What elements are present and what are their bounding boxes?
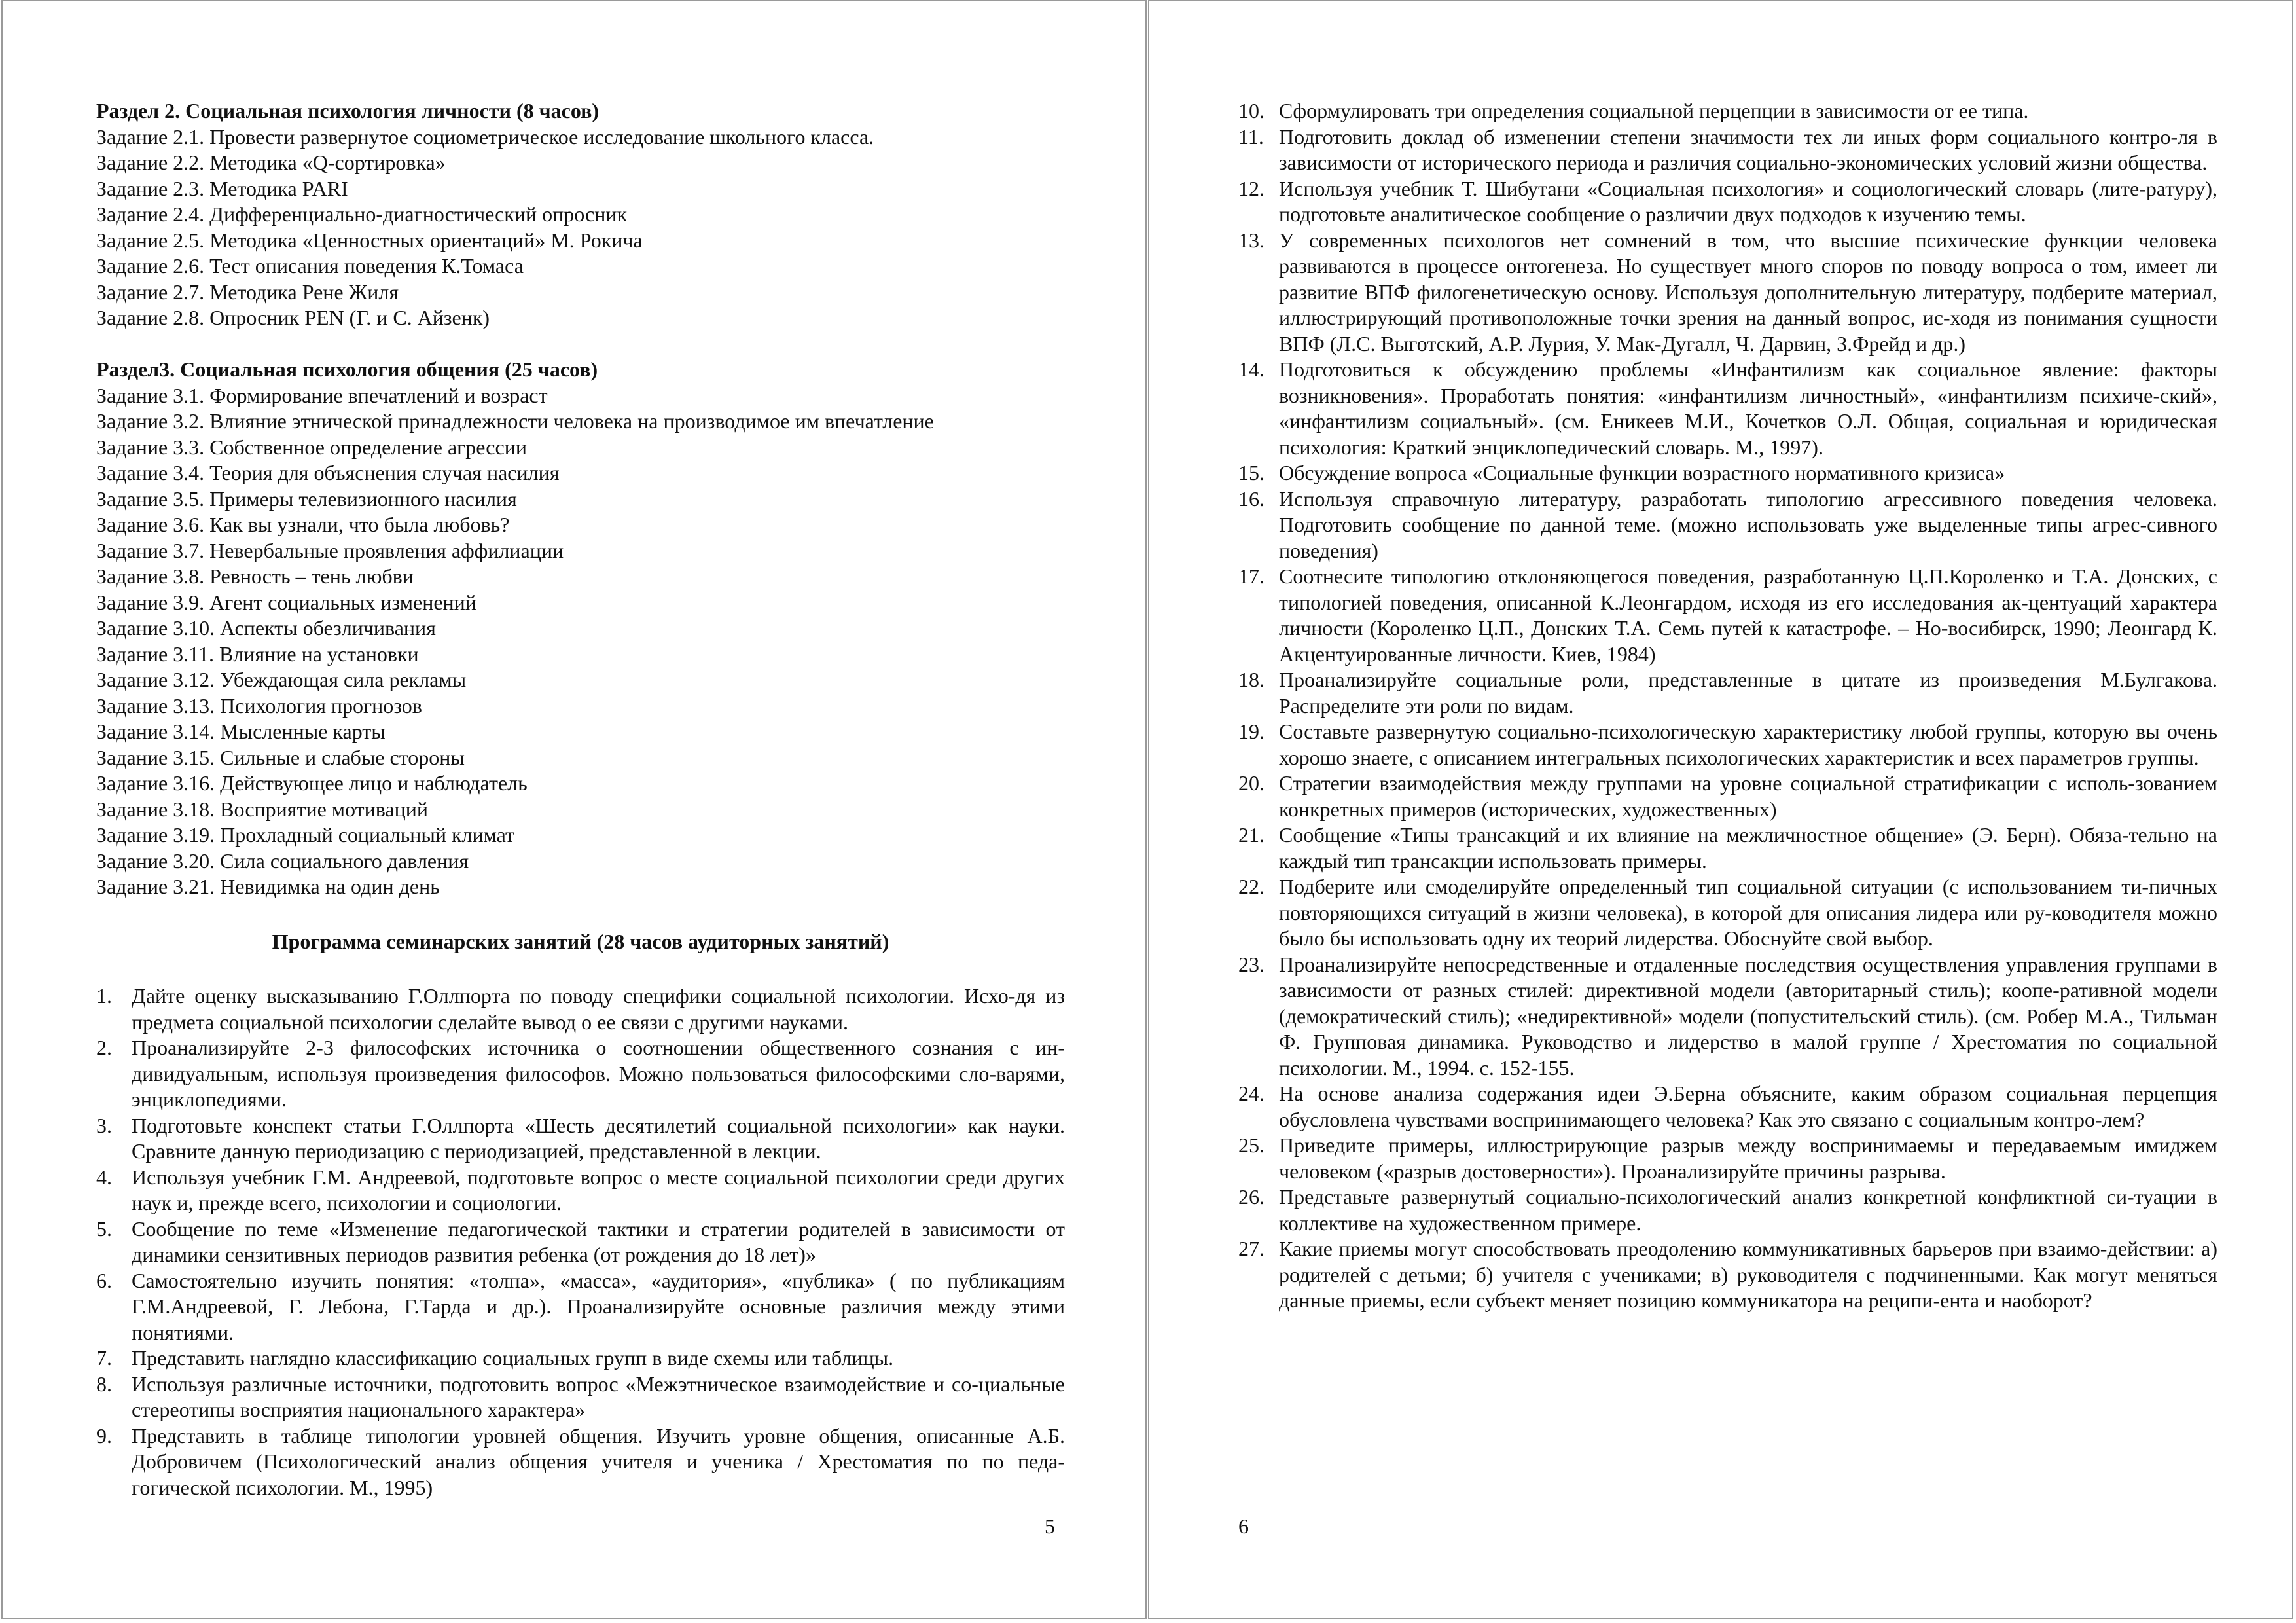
item-text: Сформулировать три определения социальной перцепции в зависимости от ее типа. — [1279, 99, 2029, 122]
list-item — [1238, 952, 2217, 1082]
list-item — [96, 1035, 1065, 1113]
item-text: Сообщение «Типы трансакций и их влияние на межличностное общение» (Э. Берн). Обяза-тельно на каждый тип трансакции использовать примеры. — [1279, 823, 2217, 873]
list-item — [96, 1268, 1065, 1346]
task-line: Задание 2.1. Провести развернутое социометрическое исследование школьного класса. — [96, 124, 874, 149]
item-text: Представить наглядно классификацию социальных групп в виде схемы или таблицы. — [132, 1346, 894, 1370]
list-item — [96, 1113, 1065, 1165]
list-item — [1238, 874, 2217, 952]
item-text: Обсуждение вопроса «Социальные функции возрастного нормативного кризиса» — [1279, 461, 2005, 484]
item-text: Составьте развернутую социально-психологическую характеристику любой группы, которую вы очень хорошо знаете, с описанием интегральных психологических характеристик и всех параметров группы. — [1279, 720, 2217, 769]
item-text: Подберите или смоделируйте определенный тип социальной ситуации (с использованием ти-пичных повторяющихся ситуаций в жизни человека), в которой для описания лидера или ру-ководителя можно было бы использовать одну их теорий лидерства. Обоснуйте свой выбор. — [1279, 875, 2217, 950]
item-text: Дайте оценку высказыванию Г.Оллпорта по поводу специфики социальной психологии. Исхо-дя из предмета социальной психологии сделайте вывод о ее связи с другими науками. — [132, 984, 1065, 1034]
item-text: Представьте развернутый социально-психологический анализ конкретной конфликтной си-туации в коллективе на художественном примере. — [1279, 1185, 2217, 1235]
item-text: Проанализируйте 2-3 философских источника о соотношении общественного сознания с ин-дивидуальным, используя произведения философов. Можно пользоваться философскими сло-варями, энциклопедиями. — [132, 1036, 1065, 1111]
task-line: Задание 3.12. Убеждающая сила рекламы — [96, 668, 467, 691]
list-item — [1238, 667, 2217, 719]
list-item — [1238, 228, 2217, 357]
list-item — [1238, 1236, 2217, 1314]
spacer — [96, 331, 1065, 357]
item-number: 18. — [1238, 668, 1265, 691]
section-2-title: Раздел 2. Социальная психология личности (8 часов) — [96, 99, 600, 122]
item-number: 17. — [1238, 564, 1265, 588]
section-3-title: Раздел3. Социальная психология общения (25 часов) — [96, 357, 598, 381]
list-item — [96, 1423, 1065, 1501]
item-text: Приведите примеры, иллюстрирующие разрыв между воспринимаемы и передаваемым имиджем человеком («разрыв достоверности»). Проанализируйте причины разрыва. — [1279, 1133, 2217, 1183]
task-line: Задание 3.20. Сила социального давления — [96, 848, 469, 873]
list-item — [1238, 1184, 2217, 1236]
task-line: Задание 2.3. Методика PARI — [96, 176, 348, 200]
task-line: Задание 3.1. Формирование впечатлений и возраст — [96, 383, 548, 407]
task-line: Задание 3.3. Собственное определение агрессии — [96, 435, 527, 459]
item-text: Какие приемы могут способствовать преодолению коммуникативных барьеров при взаимо-действии: а) родителей с детьми; б) учителя с учениками; в) руководителя с подчиненными. Как могут меняться данные приемы, если субъект меняет позицию коммуникатора на реципи-ента и наоборот? — [1279, 1237, 2217, 1312]
list-item — [1238, 564, 2217, 667]
spacer — [96, 900, 1065, 929]
item-number: 27. — [1238, 1237, 1265, 1260]
item-text: Самостоятельно изучить понятия: «толпа», «масса», «аудитория», «публика» ( по публикациям Г.М.Андреевой, Г. Лебона, Г.Тарда и др.). Проанализируйте основные различия между этими понятиями. — [132, 1268, 1065, 1344]
item-number: 22. — [1238, 875, 1265, 898]
item-number: 7. — [96, 1346, 112, 1370]
item-number: 11. — [1238, 124, 1264, 149]
task-line: Задание 2.5. Методика «Ценностных ориентаций» М. Рокича — [96, 228, 643, 252]
item-text: Соотнесите типологию отклоняющегося поведения, разработанную Ц.П.Короленко и Т.А. Донских, с типологией поведения, описанной К.Леонгардом, исходя из его исследования ак-центуаций характера личности (Короленко Ц.П., Донских Т.А. Семь путей к катастрофе. – Но-восибирск, 1990; Леонгард К. Акцентуированные личности. Киев, 1984) — [1279, 564, 2217, 666]
task-line: Задание 2.2. Методика «Q-сортировка» — [96, 151, 446, 174]
item-number: 8. — [96, 1372, 112, 1396]
list-item — [96, 1165, 1065, 1216]
task-line: Задание 3.19. Прохладный социальный климат — [96, 823, 514, 847]
item-number: 4. — [96, 1165, 112, 1189]
task-line: Задание 3.13. Психология прогнозов — [96, 693, 422, 718]
task-line: Задание 3.18. Восприятие мотиваций — [96, 797, 428, 821]
item-text: Используя учебник Г.М. Андреевой, подготовьте вопрос о месте социальной психологии среди других наук и, прежде всего, психологии и социологии. — [132, 1165, 1065, 1214]
page-right-content — [1238, 98, 2217, 1314]
task-line: Задание 2.8. Опросник PEN (Г. и С. Айзенк) — [96, 306, 490, 329]
item-text: Подготовиться к обсуждению проблемы «Инфантилизм как социальное явление: факторы возникновения». Проработать понятия: «инфантилизм личностный», «инфантилизм психиче-ский», «инфантилизм социальный». (см. Еникеев М.И., Кочетков О.Л. Общая, социальная и юридическая психология: Краткий энциклопедический словарь. М., 1997). — [1279, 357, 2217, 459]
list-item — [1238, 357, 2217, 460]
item-text: Проанализируйте непосредственные и отдаленные последствия осуществления управления группами в зависимости от разных стилей: директивной модели (авторитарный стиль); коопе-ративной модели (демократический стиль); «недирективной» модели (попустительский стиль). (см. Робер М.А., Тильман Ф. Групповая динамика. Руководство и лидерство в малой группе / Хрестоматия по социальной психологии. М., 1994. с. 152-155. — [1279, 952, 2217, 1080]
seminar-task-list — [96, 983, 1065, 1501]
item-number: 20. — [1238, 771, 1265, 795]
task-line: Задание 3.16. Действующее лицо и наблюдатель — [96, 771, 528, 795]
item-number: 16. — [1238, 486, 1265, 511]
seminar-task-list-continued — [1238, 98, 2217, 1314]
page-left — [1, 0, 1147, 1619]
item-number: 19. — [1238, 720, 1265, 743]
list-item — [1238, 719, 2217, 771]
item-text: Стратегии взаимодействия между группами на уровне социальной стратификации с исполь-зованием конкретных примеров (исторических, художественных) — [1279, 771, 2217, 821]
task-line: Задание 3.11. Влияние на установки — [96, 642, 419, 666]
item-number: 12. — [1238, 176, 1265, 200]
list-item — [1238, 486, 2217, 564]
item-number: 13. — [1238, 228, 1265, 252]
task-line: Задание 3.4. Теория для объяснения случая насилия — [96, 461, 560, 484]
item-number: 10. — [1238, 99, 1265, 122]
page-left-content — [96, 98, 1065, 1501]
item-number: 26. — [1238, 1185, 1265, 1209]
task-line: Задание 2.6. Тест описания поведения К.Томаса — [96, 254, 524, 278]
list-item — [1238, 822, 2217, 874]
task-line: Задание 3.2. Влияние этнической принадлежности человека на производимое им впечатление — [96, 409, 934, 433]
item-number: 1. — [96, 984, 112, 1008]
spacer — [96, 955, 1065, 983]
item-text: У современных психологов нет сомнений в том, что высшие психические функции человека развиваются в процессе онтогенеза. Но существует много споров по поводу вопроса о том, имеет ли развитие ВПФ филогенетическую основу. Используя дополнительную литературу, подберите материал, иллюстрирующий противоположные точки зрения на данный вопрос, ис-ходя из понимания сущности ВПФ (Л.С. Выготский, А.Р. Лурия, У. Мак-Дугалл, Ч. Дарвин, З.Фрейд и др.) — [1279, 228, 2217, 356]
item-text: Используя учебник Т. Шибутани «Социальная психология» и социологический словарь (лите-ратуру), подготовьте аналитическое сообщение о различии двух подходов к изучению темы. — [1279, 176, 2217, 226]
page-number: 5 — [1045, 1514, 1055, 1538]
page-right — [1148, 0, 2293, 1619]
task-line: Задание 2.7. Методика Рене Жиля — [96, 280, 399, 304]
task-line: Задание 3.14. Мысленные карты — [96, 720, 386, 743]
item-number: 3. — [96, 1113, 112, 1137]
task-line: Задание 3.6. Как вы узнали, что была любовь? — [96, 513, 510, 536]
task-line: Задание 3.9. Агент социальных изменений — [96, 590, 476, 614]
task-line: Задание 3.8. Ревность – тень любви — [96, 564, 414, 588]
task-line: Задание 3.5. Примеры телевизионного насилия — [96, 486, 517, 511]
item-text: Используя различные источники, подготовить вопрос «Межэтническое взаимодействие и со-циальные стереотипы восприятия национального характера» — [132, 1372, 1065, 1421]
item-number: 25. — [1238, 1133, 1265, 1157]
list-item — [1238, 98, 2217, 124]
seminar-program-title: Программа семинарских занятий (28 часов аудиторных занятий) — [272, 929, 889, 953]
list-item — [96, 1216, 1065, 1268]
section-3-task-list — [96, 383, 1065, 900]
item-text: Подготовить доклад об изменении степени значимости тех ли иных форм социального контро-ля в зависимости от исторического периода и различия социально-экономических условий жизни общества. — [1279, 124, 2217, 174]
list-item — [1238, 124, 2217, 176]
list-item — [1238, 1133, 2217, 1184]
item-number: 9. — [96, 1423, 112, 1448]
list-item — [1238, 1081, 2217, 1133]
item-number: 15. — [1238, 461, 1265, 484]
list-item — [1238, 460, 2217, 486]
task-line: Задание 3.21. Невидимка на один день — [96, 875, 440, 898]
item-text: Сообщение по теме «Изменение педагогической тактики и стратегии родителей в зависимости от динамики сензитивных периодов развития ребенка (от рождения до 18 лет)» — [132, 1216, 1065, 1266]
list-item — [1238, 176, 2217, 228]
task-line: Задание 3.7. Невербальные проявления аффилиации — [96, 538, 564, 562]
list-item — [96, 1345, 1065, 1372]
list-item — [96, 1372, 1065, 1423]
item-number: 24. — [1238, 1082, 1265, 1105]
task-line: Задание 3.10. Аспекты обезличивания — [96, 616, 436, 640]
item-number: 23. — [1238, 952, 1265, 976]
item-number: 2. — [96, 1036, 112, 1059]
task-line: Задание 2.4. Дифференциально-диагностический опросник — [96, 202, 627, 226]
section-2-task-list — [96, 124, 1065, 331]
list-item — [96, 983, 1065, 1035]
page-number: 6 — [1238, 1514, 1249, 1538]
item-text: Используя справочную литературу, разработать типологию агрессивного поведения человека. Подготовить сообщение по данной теме. (можно использовать уже выделенные типы агрес-сивного поведения) — [1279, 486, 2217, 562]
item-text: Проанализируйте социальные роли, представленные в цитате из произведения М.Булгакова. Распределите эти роли по видам. — [1279, 668, 2217, 718]
list-item — [1238, 771, 2217, 822]
item-text: Представить в таблице типологии уровней общения. Изучить уровне общения, описанные А.Б. Добровичем (Психологический анализ общения учителя и ученика / Хрестоматия по по педа-гогической психологии. М., 1995) — [132, 1423, 1065, 1499]
item-text: На основе анализа содержания идеи Э.Берна объясните, каким образом социальная перцепция обусловлена чувствами воспринимающего человека? Как это связано с социальным контро-лем? — [1279, 1082, 2217, 1131]
item-number: 14. — [1238, 357, 1265, 381]
item-number: 21. — [1238, 823, 1265, 847]
item-text: Подготовьте конспект статьи Г.Оллпорта «Шесть десятилетий социальной психологии» как науки. Сравните данную периодизацию с периодизацией, представленной в лекции. — [132, 1113, 1065, 1163]
item-number: 5. — [96, 1216, 112, 1241]
item-number: 6. — [96, 1268, 112, 1292]
task-line: Задание 3.15. Сильные и слабые стороны — [96, 745, 465, 769]
